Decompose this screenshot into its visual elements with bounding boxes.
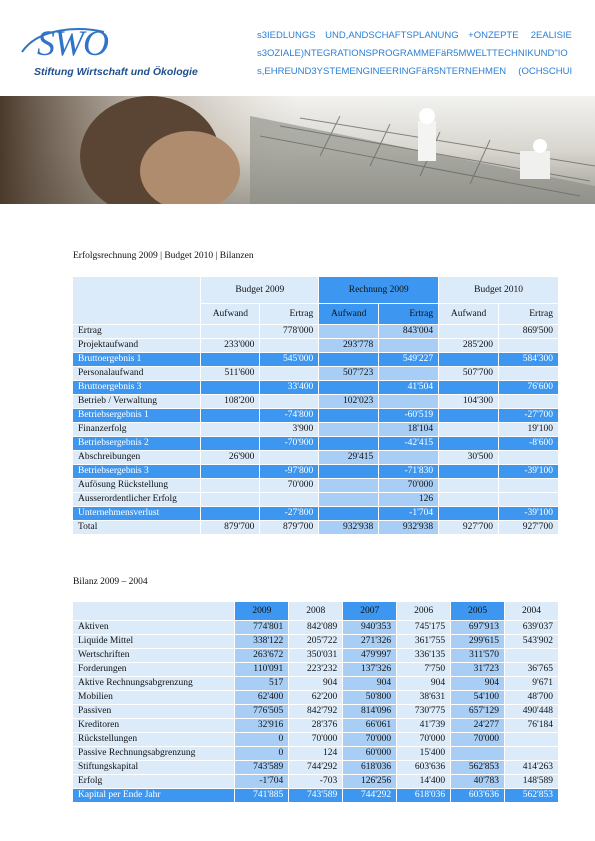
table-cell: -39'100	[499, 465, 559, 479]
table-cell: -39'100	[499, 507, 559, 521]
table-cell	[260, 493, 319, 507]
sub-header: Aufwand	[201, 304, 260, 325]
table-cell: 7'750	[397, 663, 451, 677]
table-cell: 879'700	[260, 521, 319, 535]
table-cell: 842'792	[289, 705, 343, 719]
table-cell: -703	[289, 775, 343, 789]
sub-header: Aufwand	[319, 304, 379, 325]
table-cell: 639'037	[505, 621, 559, 635]
table-cell: 778'000	[260, 325, 319, 339]
table-cell	[505, 733, 559, 747]
table-cell	[499, 451, 559, 465]
table-cell: 0	[235, 747, 289, 761]
table-cell: 205'722	[289, 635, 343, 649]
table-cell: 137'326	[343, 663, 397, 677]
table-cell: 76'600	[499, 381, 559, 395]
row-label: Bruttoergebnis 3	[73, 381, 201, 395]
sub-header: Ertrag	[499, 304, 559, 325]
table-cell	[439, 353, 499, 367]
table-cell: -71'830	[379, 465, 439, 479]
row-label: Forderungen	[73, 663, 235, 677]
row-label: Liquide Mittel	[73, 635, 235, 649]
table-cell	[260, 367, 319, 381]
table-row	[73, 691, 559, 705]
row-label: Abschreibungen	[73, 451, 201, 465]
bilanz-body	[73, 621, 559, 803]
table-cell: 263'672	[235, 649, 289, 663]
table-cell: 29'415	[319, 451, 379, 465]
table-cell: 66'061	[343, 719, 397, 733]
table-cell: -60'519	[379, 409, 439, 423]
table-cell: -1'704	[235, 775, 289, 789]
table-row	[73, 395, 559, 409]
row-label: Stiftungskapital	[73, 761, 235, 775]
table-cell: 54'100	[451, 691, 505, 705]
table-cell: 223'232	[289, 663, 343, 677]
table-cell: 14'400	[397, 775, 451, 789]
table-cell	[379, 339, 439, 353]
table-cell	[201, 437, 260, 451]
table-cell	[201, 409, 260, 423]
bilanz-title: Bilanz 2009 – 2004	[73, 577, 148, 587]
table-cell: 285'200	[439, 339, 499, 353]
table-cell: -42'415	[379, 437, 439, 451]
table-cell: 927'700	[439, 521, 499, 535]
table-cell	[439, 381, 499, 395]
table-row	[73, 451, 559, 465]
logo	[18, 22, 248, 82]
sub-header: Aufwand	[439, 304, 499, 325]
table-cell	[319, 437, 379, 451]
table-cell	[201, 381, 260, 395]
table-cell: 562'853	[505, 789, 559, 803]
row-label: Ausserordentlicher Erfolg	[73, 493, 201, 507]
table-row	[73, 479, 559, 493]
corner-cell	[73, 277, 201, 325]
table-cell: 19'100	[499, 423, 559, 437]
row-label: Finanzerfolg	[73, 423, 201, 437]
table-cell	[201, 353, 260, 367]
row-label: Wertschriften	[73, 649, 235, 663]
table-cell: 479'997	[343, 649, 397, 663]
table-cell	[499, 395, 559, 409]
table-cell: 30'500	[439, 451, 499, 465]
table-cell	[439, 507, 499, 521]
logo-text: SWO	[37, 23, 108, 63]
table-cell: 545'000	[260, 353, 319, 367]
tagline-2: s3OZIALE)NTEGRATIONSPROGRAMMEFäR5MWELTTECHNIKUND"IO	[257, 48, 568, 59]
table-cell: 932'938	[379, 521, 439, 535]
row-label: Unternehmensverlust	[73, 507, 201, 521]
tagline-1: s3IEDLUNGS UND,ANDSCHAFTSPLANUNG +ONZEPTE 2EALISIE	[257, 30, 572, 41]
row-label: Personalaufwand	[73, 367, 201, 381]
table-cell: 814'096	[343, 705, 397, 719]
table-row	[73, 325, 559, 339]
table-cell: 70'000	[289, 733, 343, 747]
table-cell: -74'800	[260, 409, 319, 423]
header-photo-image	[0, 96, 595, 204]
table-cell: 932'938	[319, 521, 379, 535]
table-row	[73, 789, 559, 803]
table-cell: -27'700	[499, 409, 559, 423]
table-cell	[260, 395, 319, 409]
table-cell: 50'800	[343, 691, 397, 705]
table-cell	[439, 465, 499, 479]
year-header: 2006	[397, 602, 451, 621]
table-cell: 745'175	[397, 621, 451, 635]
table-cell	[201, 479, 260, 493]
table-row	[73, 437, 559, 451]
table-cell	[319, 325, 379, 339]
row-label: Mobilien	[73, 691, 235, 705]
table-cell	[499, 339, 559, 353]
table-cell: 70'000	[260, 479, 319, 493]
table-cell: 41'739	[397, 719, 451, 733]
table-cell: 414'263	[505, 761, 559, 775]
table-cell	[379, 395, 439, 409]
table-cell: 511'600	[201, 367, 260, 381]
table-cell: 38'631	[397, 691, 451, 705]
table-row	[73, 381, 559, 395]
table-cell: 60'000	[343, 747, 397, 761]
table-cell: 70'000	[379, 479, 439, 493]
table-row	[73, 521, 559, 535]
table-cell: 618'036	[397, 789, 451, 803]
table-cell: 126	[379, 493, 439, 507]
table-cell: 842'089	[289, 621, 343, 635]
row-label: Projektaufwand	[73, 339, 201, 353]
table-cell	[439, 493, 499, 507]
table-cell: 743'589	[289, 789, 343, 803]
table-cell: 869'500	[499, 325, 559, 339]
table-cell	[499, 493, 559, 507]
table-cell: 28'376	[289, 719, 343, 733]
table-cell: 3'900	[260, 423, 319, 437]
table-cell: 62'400	[235, 691, 289, 705]
table-cell	[379, 451, 439, 465]
table-cell	[260, 451, 319, 465]
table-cell: 507'700	[439, 367, 499, 381]
table-row	[73, 705, 559, 719]
table-cell	[319, 423, 379, 437]
table-cell: 9'671	[505, 677, 559, 691]
table-row	[73, 635, 559, 649]
row-label: Aktive Rechnungsabgrenzung	[73, 677, 235, 691]
table-row	[73, 677, 559, 691]
table-cell: 879'700	[201, 521, 260, 535]
table-cell: 311'570	[451, 649, 505, 663]
group-header: Rechnung 2009	[319, 277, 439, 304]
logo-subtitle: Stiftung Wirtschaft und Ökologie	[34, 66, 198, 78]
table-cell: -70'900	[260, 437, 319, 451]
row-label: Kreditoren	[73, 719, 235, 733]
table-cell: 110'091	[235, 663, 289, 677]
table-cell	[499, 479, 559, 493]
table-cell	[201, 325, 260, 339]
year-header: 2007	[343, 602, 397, 621]
year-header: 2005	[451, 602, 505, 621]
table-cell: -27'800	[260, 507, 319, 521]
table-cell	[201, 493, 260, 507]
group-header: Budget 2009	[201, 277, 319, 304]
row-label: Rückstellungen	[73, 733, 235, 747]
row-label: Ertrag	[73, 325, 201, 339]
table-row	[73, 409, 559, 423]
table-cell: 40'783	[451, 775, 505, 789]
table-cell: 562'853	[451, 761, 505, 775]
sub-header: Ertrag	[260, 304, 319, 325]
table-cell	[499, 367, 559, 381]
table-row	[73, 339, 559, 353]
table-cell	[260, 339, 319, 353]
table-cell: -8'600	[499, 437, 559, 451]
table-cell: 108'200	[201, 395, 260, 409]
table-cell: 776'505	[235, 705, 289, 719]
sub-header: Ertrag	[379, 304, 439, 325]
row-label: Erfolg	[73, 775, 235, 789]
table-cell: 730'775	[397, 705, 451, 719]
table-cell: -97'800	[260, 465, 319, 479]
table-cell: 293'778	[319, 339, 379, 353]
table-cell	[319, 507, 379, 521]
table-cell: 697'913	[451, 621, 505, 635]
row-label: Bruttoergebnis 1	[73, 353, 201, 367]
table-cell: 299'615	[451, 635, 505, 649]
table-cell	[319, 381, 379, 395]
table-row	[73, 747, 559, 761]
table-cell: 18'104	[379, 423, 439, 437]
table-cell: 904	[343, 677, 397, 691]
table-row	[73, 663, 559, 677]
table-cell: 940'353	[343, 621, 397, 635]
table-row	[73, 649, 559, 663]
table-cell: 549'227	[379, 353, 439, 367]
table-cell: 904	[397, 677, 451, 691]
table-cell: 70'000	[451, 733, 505, 747]
row-label: Aufösung Rückstellung	[73, 479, 201, 493]
table-cell: 70'000	[397, 733, 451, 747]
table-cell: 517	[235, 677, 289, 691]
table-cell: 48'700	[505, 691, 559, 705]
table-cell: 350'031	[289, 649, 343, 663]
table-cell: 15'400	[397, 747, 451, 761]
table-cell: 744'292	[343, 789, 397, 803]
table-row	[73, 761, 559, 775]
table-cell: 361'755	[397, 635, 451, 649]
table-cell: 271'326	[343, 635, 397, 649]
table-cell: 26'900	[201, 451, 260, 465]
table-cell: 76'184	[505, 719, 559, 733]
table-cell	[201, 507, 260, 521]
table-cell: 927'700	[499, 521, 559, 535]
table-cell: 338'122	[235, 635, 289, 649]
table-cell: 32'916	[235, 719, 289, 733]
table-cell: 33'400	[260, 381, 319, 395]
table-cell: 603'636	[397, 761, 451, 775]
table-cell	[439, 479, 499, 493]
erfolg-title: Erfolgsrechnung 2009 | Budget 2010 | Bilanzen	[73, 251, 254, 261]
table-cell	[319, 493, 379, 507]
table-cell: 104'300	[439, 395, 499, 409]
table-cell: 741'885	[235, 789, 289, 803]
bilanz-table	[73, 602, 559, 803]
table-cell: 62'200	[289, 691, 343, 705]
table-cell	[439, 409, 499, 423]
table-row	[73, 719, 559, 733]
table-cell	[439, 437, 499, 451]
bilanz-header-row	[73, 602, 559, 621]
table-cell: 543'902	[505, 635, 559, 649]
table-cell: 744'292	[289, 761, 343, 775]
table-cell: 618'036	[343, 761, 397, 775]
row-label: Betrieb / Verwaltung	[73, 395, 201, 409]
table-cell: 148'589	[505, 775, 559, 789]
table-cell	[319, 409, 379, 423]
table-cell	[439, 325, 499, 339]
table-cell: 31'723	[451, 663, 505, 677]
table-cell: 490'448	[505, 705, 559, 719]
table-row	[73, 621, 559, 635]
table-cell: 603'636	[451, 789, 505, 803]
year-header: 2009	[235, 602, 289, 621]
header-photo	[0, 96, 595, 204]
table-cell	[505, 649, 559, 663]
table-cell	[319, 465, 379, 479]
table-row	[73, 423, 559, 437]
table-cell: 124	[289, 747, 343, 761]
table-cell: 0	[235, 733, 289, 747]
tagline-3: s,EHREUND3YSTEMENGINEERINGFäR5NTERNEHMEN (OCHSCHUI	[257, 66, 573, 77]
row-label: Passiven	[73, 705, 235, 719]
table-row	[73, 367, 559, 381]
table-cell	[319, 479, 379, 493]
table-cell: -1'704	[379, 507, 439, 521]
table-row	[73, 507, 559, 521]
table-cell: 233'000	[201, 339, 260, 353]
year-header: 2008	[289, 602, 343, 621]
page-header	[0, 0, 595, 204]
row-label: Kapital per Ende Jahr	[73, 789, 235, 803]
table-cell: 904	[289, 677, 343, 691]
table-cell	[379, 367, 439, 381]
table-cell: 743'589	[235, 761, 289, 775]
row-label: Aktiven	[73, 621, 235, 635]
row-label: Betriebsergebnis 2	[73, 437, 201, 451]
table-cell: 70'000	[343, 733, 397, 747]
table-cell	[201, 465, 260, 479]
table-cell: 774'801	[235, 621, 289, 635]
row-label: Passive Rechnungsabgrenzung	[73, 747, 235, 761]
table-cell: 24'277	[451, 719, 505, 733]
row-label: Betriebsergebnis 3	[73, 465, 201, 479]
table-cell: 126'256	[343, 775, 397, 789]
row-label: Total	[73, 521, 201, 535]
row-label: Betriebsergebnis 1	[73, 409, 201, 423]
table-row	[73, 733, 559, 747]
table-cell: 336'135	[397, 649, 451, 663]
table-cell	[439, 423, 499, 437]
table-cell: 843'004	[379, 325, 439, 339]
table-cell	[201, 423, 260, 437]
table-cell: 36'765	[505, 663, 559, 677]
table-cell: 41'504	[379, 381, 439, 395]
table-row	[73, 465, 559, 479]
table-row	[73, 493, 559, 507]
table-cell	[451, 747, 505, 761]
table-cell	[319, 353, 379, 367]
table-cell: 584'300	[499, 353, 559, 367]
corner-cell	[73, 602, 235, 621]
table-cell: 507'723	[319, 367, 379, 381]
group-header: Budget 2010	[439, 277, 559, 304]
year-header: 2004	[505, 602, 559, 621]
erfolgsrechnung-table	[73, 277, 559, 535]
table-cell: 657'129	[451, 705, 505, 719]
erfolg-body	[73, 325, 559, 535]
table-cell	[505, 747, 559, 761]
table-row	[73, 775, 559, 789]
table-row	[73, 353, 559, 367]
table-cell: 102'023	[319, 395, 379, 409]
header-group-row	[73, 277, 559, 304]
table-cell: 904	[451, 677, 505, 691]
